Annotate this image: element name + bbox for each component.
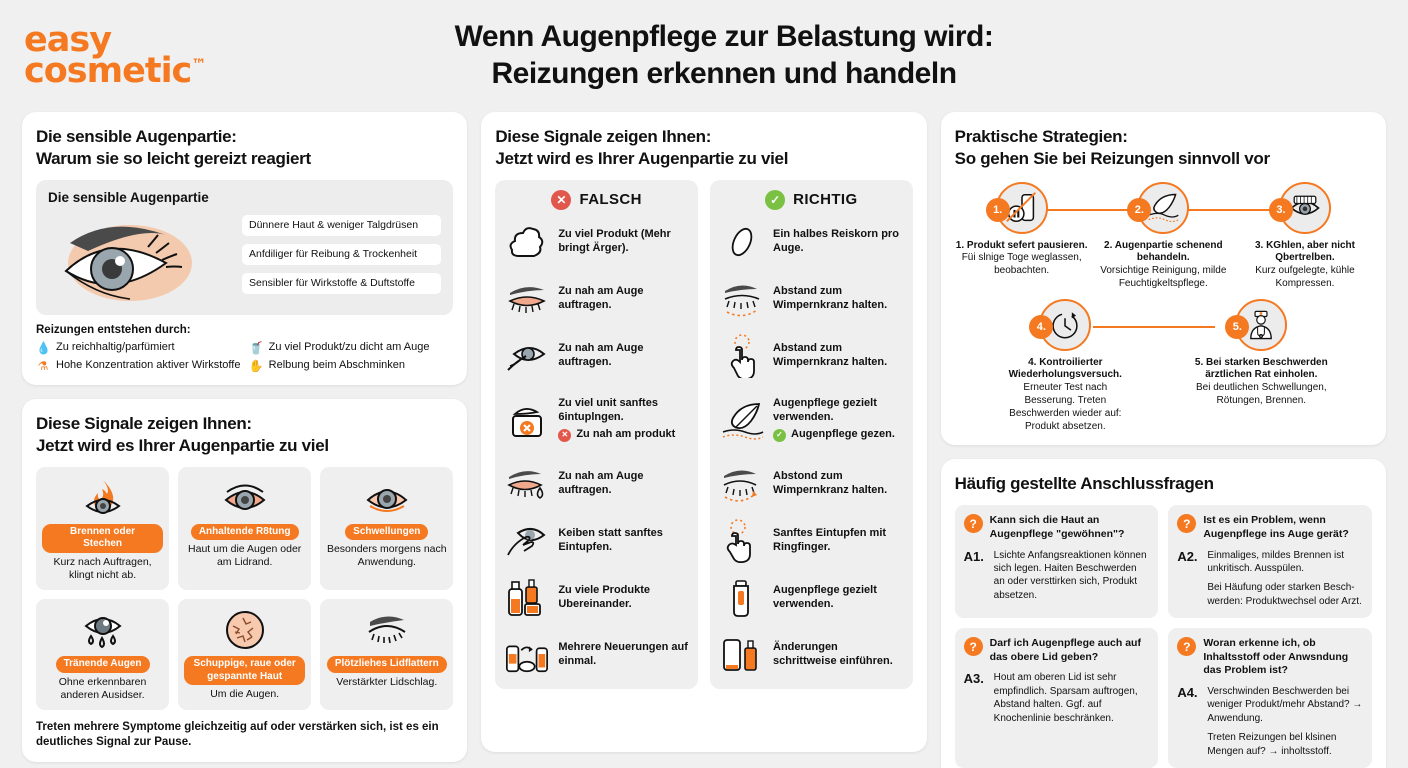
closed-eye-icon: [504, 277, 550, 321]
faq-answer-text: [1207, 549, 1363, 609]
pump-bottle-icon: 🥤: [248, 340, 264, 355]
x-circle-small-icon: ✕: [558, 429, 571, 442]
pointing-finger-icon: [719, 334, 765, 378]
column-middle: [481, 112, 926, 752]
strategy-step-text: [1238, 240, 1372, 291]
richtig-label: RICHTIG: [793, 191, 858, 208]
finger-eye-icon: [504, 334, 550, 378]
richtig-item: [719, 334, 904, 378]
many-bottles-icon: [504, 576, 550, 620]
check-circle-small-icon: ✓: [773, 429, 786, 442]
falsch-item-text: Zu nah am Auge auftragen.: [558, 284, 644, 311]
step-heading: 2. Augenpartie schenend behandeln.: [1104, 239, 1223, 264]
step-number: 1.: [986, 198, 1010, 222]
feather-icon: [719, 398, 765, 442]
faq-answer-label: A1.: [963, 548, 984, 564]
faq-answer-part: Treten Reizungen bel klsinen Mengen auf? → inholtsstoff.: [1207, 732, 1337, 757]
card-strategies: [941, 112, 1386, 445]
faq-grid: [955, 505, 1372, 768]
faq-item[interactable]: [1168, 628, 1372, 768]
strategy-step: [955, 182, 1089, 278]
flask-icon: ⚗: [37, 358, 49, 373]
pause-tube-icon: [993, 182, 1048, 234]
faq-answer-part: Hout am oberen Lid ist sehr empfindlich. Sparsam auftrogen, Abstand halten. Ggf. auf Knochenlinie beschränken.: [993, 672, 1138, 724]
card-fr-title-line2: Jetzt wird es Ihrer Augenpartie zu viel: [495, 148, 789, 168]
falsch-item: [504, 519, 689, 563]
step-number: 2.: [1127, 198, 1151, 222]
eye-anatomy-panel-title: Die sensible Augenpartie: [48, 189, 209, 205]
swollen-eye-icon: [364, 475, 410, 521]
blinking-eye-icon: [362, 607, 412, 653]
cause-label: Hohe Konzentration aktiver Wirkstoffe: [56, 358, 241, 371]
callout-item: Dünnere Haut & weniger Talgdrüsen: [242, 215, 441, 236]
symptom-card: [178, 467, 311, 591]
brand-line1: easy: [24, 19, 112, 60]
richtig-item-text: Abstand zum Wimpernkranz halten.: [773, 341, 888, 368]
richtig-item: [719, 633, 904, 677]
brand-line2: cosmetic™: [24, 51, 206, 91]
cause-item: [249, 341, 454, 355]
strategy-step-text: [998, 357, 1132, 434]
faq-item[interactable]: [955, 628, 1159, 768]
question-mark-icon: ?: [1177, 637, 1196, 656]
step-body: Vorsichtige Reinigung, milde Feuchtigkeltspflege.: [1100, 265, 1227, 289]
symptoms-note: Treten mehrere Symptome gleichzeitig auf oder verstärken sich, ist es ein deutliches Signal zur Pause.: [36, 721, 439, 749]
richtig-column: [710, 180, 913, 689]
falsch-item: [504, 277, 689, 321]
richtig-item: [719, 391, 904, 449]
step-heading: 5. Bei starken Beschwerden ärztlichen Rat einholen.: [1194, 356, 1328, 381]
flame-eye-icon: [81, 475, 125, 521]
symptom-desc: Verstärkter Lidschlag.: [336, 675, 438, 688]
two-products-icon: [719, 633, 765, 677]
step-number: 4.: [1029, 315, 1053, 339]
cream-jar-x-icon: [504, 398, 550, 442]
strategy-step-text: [1194, 357, 1328, 408]
falsch-header: [504, 190, 689, 210]
column-right: [941, 112, 1386, 757]
richtig-item-text: Sanftes Eintupfen mit Ringfinger.: [773, 526, 887, 553]
card-sensible-eye-area: [22, 112, 467, 385]
falsch-item-main: Zu viel unit sanftes 6intuplngen.: [558, 397, 658, 423]
faq-answer-part: Bei Häufung oder starken Besch-werden: Produktwechsel oder Arzt.: [1207, 582, 1362, 607]
richtig-item-main: Augenpflege gezielt verwenden.: [773, 397, 877, 423]
card-strategies-title-line2: So gehen Sie bei Reizungen sinnvoll vor: [954, 148, 1270, 168]
strategy-step: [1096, 182, 1230, 291]
page-title: [324, 19, 1384, 92]
symptom-desc: Haut um die Augen oder am Lidrand.: [188, 543, 302, 569]
eye-anatomy-icon: [48, 209, 238, 305]
card-falsch-richtig: [481, 112, 926, 752]
falsch-subitem: [558, 428, 689, 442]
cream-blob-icon: [504, 220, 550, 264]
faq-item[interactable]: [1168, 505, 1372, 618]
card-fr-title-line1: Diese Signale zeigen Ihnen:: [495, 127, 712, 146]
richtig-item: [719, 519, 904, 563]
steps-row-2: [955, 299, 1372, 434]
falsch-subitem-text: Zu nah am produkt: [576, 428, 676, 441]
clock-icon: [1036, 299, 1091, 351]
card-strategies-title-line1: Praktische Strategien:: [954, 127, 1128, 146]
faq-answer-text: [994, 671, 1150, 725]
callout-item: Anfdiliger für Reibung & Trockenheit: [242, 244, 441, 265]
falsch-item-text: Zu viele Produkte Ubereinander.: [558, 583, 651, 610]
falsch-item: [504, 576, 689, 620]
cause-item: [36, 359, 241, 373]
symptom-card: [36, 599, 169, 710]
faq-answer-text: [994, 549, 1150, 603]
step-body: Füi slnige Toge weglassen, beobachten.: [961, 252, 1082, 277]
symptom-grid: [36, 467, 453, 711]
step-heading: 3. KGhlen, aber nicht Qbertrelben.: [1254, 239, 1355, 264]
symptom-card: [320, 599, 453, 710]
richtig-item-text: [773, 397, 904, 442]
richtig-item: [719, 462, 904, 506]
richtig-item: [719, 277, 904, 321]
page-header: [0, 0, 1408, 112]
richtig-item: [719, 220, 904, 264]
question-mark-icon: ?: [1177, 514, 1196, 533]
falsch-item-text: Zu nah am Auge auftragen.: [558, 341, 644, 368]
faq-answer-label: A2.: [1177, 548, 1198, 564]
falsch-column: [495, 180, 698, 689]
richtig-item-text: Augenpflege gezielt verwenden.: [773, 583, 877, 610]
falsch-item-text: Mehrere Neuerungen auf einmal.: [558, 640, 688, 667]
faq-item[interactable]: [955, 505, 1159, 618]
closed-eye-distance-icon: [719, 277, 765, 321]
step-heading: 4. Kontroilierter Wiederholungsversuch.: [1008, 356, 1122, 381]
faq-question: Kann sich die Haut an Augenpflege "gewöhnen"?: [989, 514, 1125, 540]
card-signals-symptoms: [22, 399, 467, 762]
check-circle-icon: ✓: [765, 190, 785, 210]
cause-label: Zu viel Produkt/zu dicht am Auge: [268, 340, 430, 353]
feather-skin-icon: [1134, 182, 1189, 234]
strategy-step: [1194, 299, 1328, 434]
causes-title: Reizungen entstehen durch:: [36, 323, 191, 336]
symptom-card: [320, 467, 453, 591]
step-body: Kurz oufgelegte, kühle Kompressen.: [1255, 265, 1355, 289]
drop-icon: 💧: [36, 340, 51, 355]
falsch-item: [504, 334, 689, 378]
symptom-badge: Tränende Augen: [56, 656, 150, 673]
step-number: 5.: [1225, 315, 1249, 339]
faq-answer-part: Einmaliges, mildes Brennen ist unkritisch. Ausspülen.: [1207, 549, 1345, 574]
cool-eye-icon: [1276, 182, 1331, 234]
faq-answer-text: [1207, 685, 1363, 758]
card-sensible-title-line1: Die sensible Augenpartie:: [36, 127, 237, 146]
closed-eye-arrow-icon: [719, 462, 765, 506]
symptom-card: [178, 599, 311, 710]
x-circle-icon: ✕: [551, 190, 571, 210]
falsch-item-text: Zu nah am Auge auftragen.: [558, 469, 644, 496]
step-body: Erneuter Test nach Besserung. Treten Beschwerden wieder auf: Produkt absetzen.: [1009, 382, 1122, 432]
single-tube-icon: [719, 576, 765, 620]
hand-icon: ✋: [248, 358, 264, 373]
richtig-item: [719, 576, 904, 620]
tearing-eye-icon: [80, 607, 126, 653]
card-fr-title: [495, 126, 912, 170]
callout-item: Sensibler für Wirkstoffe & Duftstoffe: [242, 273, 441, 294]
trademark-mark: ™: [191, 55, 206, 74]
faq-question: Ist es ein Problem, wenn Augenpflege ins Auge gerät?: [1203, 514, 1349, 540]
rice-grain-icon: [719, 220, 765, 264]
cause-label: Zu reichhaltig/parfümiert: [56, 340, 175, 353]
step-heading: 1. Produkt sefert pausieren.: [955, 239, 1088, 251]
symptom-badge: Schuppige, raue oder gespannte Haut: [184, 656, 305, 685]
richtig-subitem-text: Augenpflege gezen.: [791, 428, 895, 441]
symptom-badge: Plötzliehes Lidflattern: [327, 656, 447, 673]
symptom-badge: Brennen oder Stechen: [42, 524, 163, 553]
eye-anatomy-panel: [36, 180, 453, 315]
title-line-1: Wenn Augenpflege zur Belastung wird:: [454, 20, 994, 54]
causes-section: [36, 324, 453, 374]
symptom-desc: Ohne erkennbaren anderen Ausidser.: [58, 675, 147, 701]
richtig-subitem: [773, 428, 904, 442]
card-sensible-title-line2: Warum sie so leicht gereizt reagiert: [36, 148, 311, 168]
question-mark-icon: ?: [964, 637, 983, 656]
card-sensible-title: [36, 126, 453, 170]
faq-answer-part: Verschwinden Beschwerden bei weniger Produkt/mehr Abstand? → Anwendung.: [1207, 685, 1363, 724]
falsch-item-text: Zu viel Produkt (Mehr bringt Ärger).: [558, 227, 671, 254]
content-columns: [0, 112, 1408, 757]
richtig-item-text: Abstand zum Wimpernkranz halten.: [773, 284, 888, 311]
falsch-label: FALSCH: [579, 191, 642, 208]
symptom-desc: Besonders morgens nach Anwendung.: [326, 543, 447, 569]
faq-answer-label: A3.: [963, 671, 984, 687]
faq-question: Darf ich Augenpflege auch auf das obere Lid geben?: [989, 637, 1141, 663]
steps-row-1: [955, 182, 1372, 291]
faq-answer-part: Lsichte Anfangsreaktionen können sich legen. Haiten Beschwerden an oder versttirken sich, Produkt absetzen.: [993, 549, 1147, 601]
red-eye-icon: [222, 475, 268, 521]
step-number: 3.: [1269, 198, 1293, 222]
tapping-finger-icon: [719, 519, 765, 563]
doctor-icon: [1232, 299, 1287, 351]
richtig-item-text: Änderungen schrittweise einführen.: [773, 640, 893, 667]
faq-question: Woran erkenne ich, ob Inhaltsstoff oder Anwsndung das Problem ist?: [1203, 637, 1349, 677]
symptom-card: [36, 467, 169, 591]
brand-logo: [24, 19, 324, 91]
symptom-badge: Anhaltende R8tung: [191, 524, 299, 541]
falsch-item: [504, 633, 689, 677]
symptom-badge: Schwellungen: [345, 524, 428, 541]
card-strategies-title: [955, 126, 1372, 170]
title-line-2: Reizungen erkennen und handeln: [491, 57, 957, 90]
card-signals-title-line2: Jetzt wird es Ihrer Augenpartie zu viel: [36, 436, 329, 456]
falsch-item-text: [558, 397, 689, 442]
richtig-item-text: Abstond zum Wimpernkranz halten.: [773, 469, 888, 496]
strategy-step-text: [955, 240, 1089, 278]
falsch-item-text: Keiben statt sanftes Eintupfen.: [558, 526, 663, 553]
card-signals-title: [36, 413, 453, 457]
cause-label: Relbung beim Abschminken: [268, 358, 406, 371]
symptom-desc: Kurz nach Auftragen, klingt nicht ab.: [53, 555, 152, 581]
falsch-item: [504, 462, 689, 506]
falsch-item: [504, 391, 689, 449]
card-signals-title-line1: Diese Signale zeigen Ihnen:: [36, 414, 252, 434]
cause-item: [36, 341, 241, 355]
strategy-step: [1238, 182, 1372, 291]
strategy-step: [998, 299, 1132, 434]
question-mark-icon: ?: [964, 514, 983, 533]
falsch-item: [504, 220, 689, 264]
column-left: [22, 112, 467, 752]
faq-title: Häufig gestellte Anschlussfragen: [954, 474, 1214, 494]
richtig-item-text: Ein halbes Reiskorn pro Auge.: [773, 227, 899, 254]
rubbing-hand-icon: [504, 519, 550, 563]
eye-callout-list: [242, 209, 441, 294]
card-faq: [941, 459, 1386, 768]
strategy-step-text: [1096, 240, 1230, 291]
symptom-desc: Um die Augen.: [210, 688, 280, 701]
product-swap-icon: [504, 633, 550, 677]
faq-answer-label: A4.: [1177, 684, 1198, 700]
step-body: Bei deutlichen Schwellungen, Rötungen, Brennen.: [1195, 382, 1327, 407]
closed-eye-tear-icon: [504, 462, 550, 506]
richtig-header: [719, 190, 904, 210]
dry-skin-icon: [223, 607, 267, 653]
cause-item: [249, 359, 454, 373]
